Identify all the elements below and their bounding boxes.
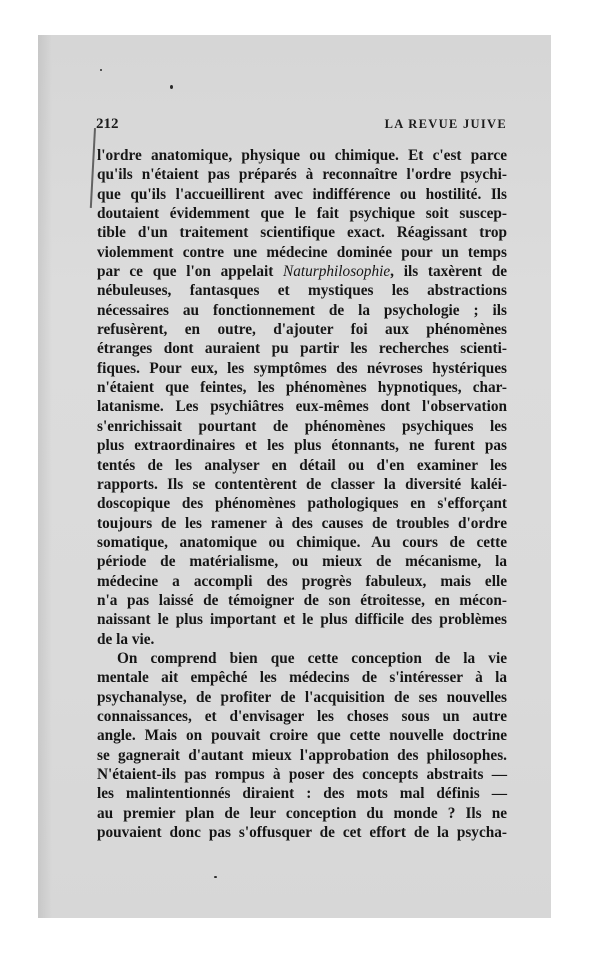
text-line: violemment contre une médecine dominée pour un temps — [97, 243, 507, 261]
text-line: plus extraordinaires et les plus étonnants, ne furent pas — [97, 437, 507, 455]
text-line: pouvaient donc pas s'offusquer de cet effort de la psycha- — [97, 824, 507, 842]
ink-speck — [170, 85, 173, 89]
text-line: au premier plan de leur conception du monde ? Ils ne — [97, 804, 507, 822]
text-line: se gagnerait d'autant mieux l'approbation des philosophes. — [97, 746, 507, 764]
text-line: somatique, anatomique ou chimique. Au cours de cette — [97, 533, 507, 551]
text-line: fiques. Pour eux, les symptômes des névroses hystériques — [97, 359, 507, 377]
text-line: psychanalyse, de profiter de l'acquisition de ses nouvelles — [97, 688, 507, 706]
text-line: nécessaires au fonctionnement de la psychologie ; ils — [97, 301, 507, 319]
text-line: naissant le plus important et le plus difficile des problèmes — [97, 611, 507, 629]
text-line: de la vie. — [97, 630, 155, 648]
text-line: connaissances, et d'envisager les choses sous un autre — [97, 707, 507, 725]
running-head — [96, 116, 507, 134]
journal-title: LA REVUE JUIVE — [384, 117, 507, 131]
text-line: rapports. Ils se contentèrent de classer la diversité kaléi- — [97, 475, 507, 493]
text-line: l'ordre anatomique, physique ou chimique. Et c'est parce — [97, 147, 507, 164]
text-line: que qu'ils l'accueillirent avec indifférence ou hostilité. Ils — [97, 185, 507, 203]
text-line — [97, 262, 507, 281]
text-line: mentale ait empêché les médecins de s'intéresser à la — [97, 669, 507, 687]
text-line: latanisme. Les psychiâtres eux-mêmes dont l'observation — [97, 398, 507, 416]
text-line: angle. Mais on pouvait croire que cette nouvelle doctrine — [97, 727, 507, 745]
text-line: s'enrichissait pourtant de phénomènes psychiques les — [97, 417, 507, 435]
italic-term: Naturphilosophie — [283, 263, 391, 281]
text-line: les malintentionnés diraient : des mots mal définis — — [97, 785, 507, 803]
text-line: refusèrent, en outre, d'ajouter foi aux phénomènes — [97, 321, 507, 339]
text-line: nébuleuses, fantasques et mystiques les abstractions — [97, 282, 507, 300]
text-line: tible d'un traitement scientifique exact. Réagissant trop — [97, 224, 507, 242]
text-line: On comprend bien que cette conception de la vie — [117, 649, 507, 667]
body-text — [97, 146, 507, 842]
text-line: doscopique des phénomènes pathologiques en s'efforçant — [97, 495, 507, 513]
text-line: étranges dont auraient pu partir les recherches scienti- — [97, 340, 507, 358]
paragraph — [97, 649, 507, 842]
text-run: , ils taxèrent de — [390, 263, 507, 281]
ink-speck — [214, 876, 217, 878]
text-line: tentés de les analyser en détail ou d'en examiner les — [97, 456, 507, 474]
text-line: n'étaient que feintes, les phénomènes hypnotiques, char- — [97, 379, 507, 397]
text-line: doutaient évidemment que le fait psychique soit suscep- — [97, 205, 507, 223]
text-line: toujours de les ramener à des causes de troubles d'ordre — [97, 514, 507, 532]
ink-speck — [100, 69, 102, 71]
text-run: par ce que l'on appelait — [97, 263, 284, 281]
page-number: 212 — [96, 116, 119, 132]
text-line: n'a pas laissé de témoigner de son étroitesse, en mécon- — [97, 591, 507, 609]
text-line: qu'ils n'étaient pas préparés à reconnaître l'ordre psychi- — [97, 166, 507, 184]
text-line: période de matérialisme, ou mieux de mécanisme, la — [97, 553, 507, 571]
text-line: N'étaient-ils pas rompus à poser des concepts abstraits — — [97, 766, 507, 783]
paragraph — [97, 146, 507, 649]
text-line: médecine a accompli des progrès fabuleux, mais elle — [97, 572, 507, 590]
